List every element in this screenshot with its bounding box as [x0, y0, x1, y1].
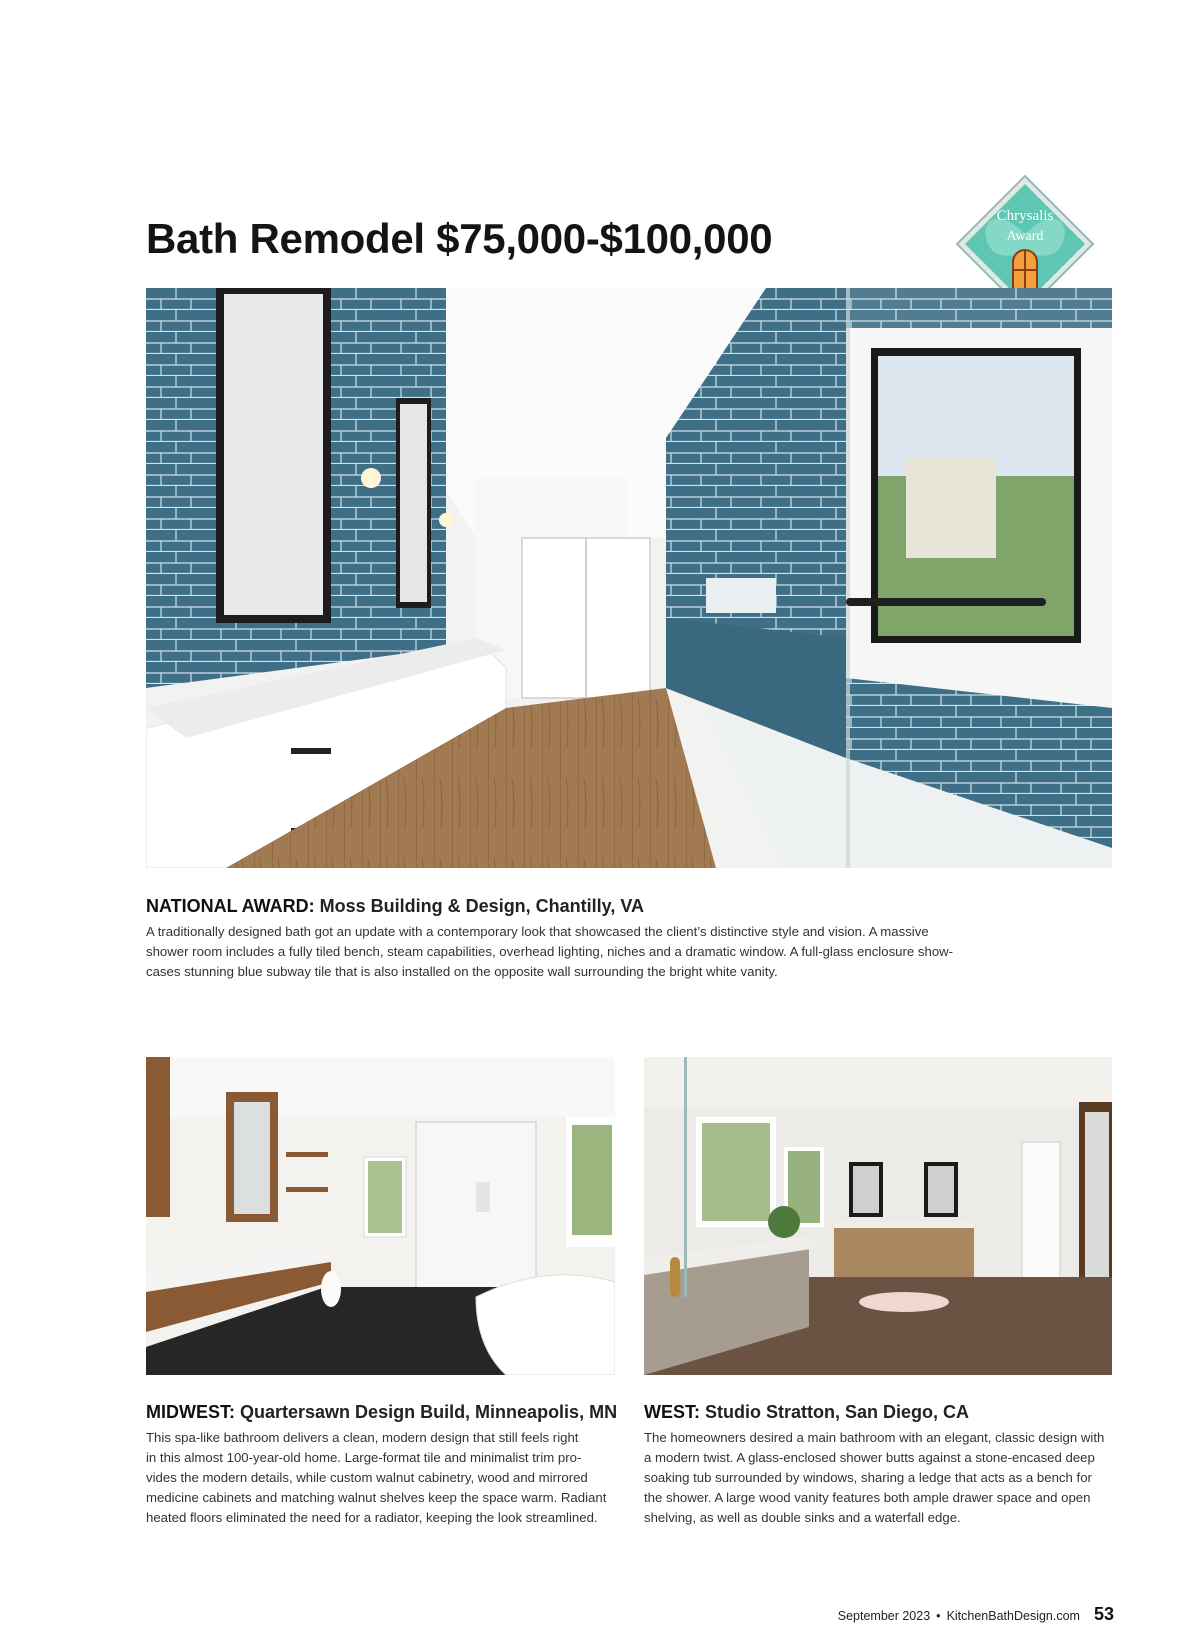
footer-separator: •: [936, 1609, 941, 1623]
midwest-bathroom-photo: [146, 1057, 615, 1375]
text-line: shower room includes a fully tiled bench, steam capabilities, overhead lighting, niches and a dramatic window. A full-glass enclosure show-: [146, 944, 954, 959]
text-line: the shower. A large wood vanity features both ample drawer space and open: [644, 1490, 1091, 1505]
badge-line2: Award: [1006, 229, 1044, 244]
page-title: Bath Remodel $75,000-$100,000: [146, 215, 773, 262]
page-footer: [838, 1604, 1114, 1625]
text-line: vides the modern details, while custom walnut cabinetry, wood and mirrored: [146, 1470, 588, 1485]
midwest-firm: Quartersawn Design Build, Minneapolis, MN: [240, 1402, 618, 1422]
west-region: WEST:: [644, 1402, 700, 1422]
west-heading: [644, 1402, 969, 1424]
midwest-heading: [146, 1402, 617, 1424]
text-line: This spa-like bathroom delivers a clean, modern design that still feels right: [146, 1430, 579, 1445]
text-line: a modern twist. A glass-enclosed shower butts against a stone-encased deep: [644, 1450, 1095, 1465]
text-line: shelving, as well as double sinks and a waterfall edge.: [644, 1510, 961, 1525]
midwest-description: [146, 1428, 616, 1528]
footer-date: September 2023: [837, 1609, 931, 1623]
text-line: in this almost 100-year-old home. Large-format tile and minimalist trim pro-: [146, 1450, 582, 1465]
main-bathroom-photo: [146, 288, 1112, 868]
national-firm: Moss Building & Design, Chantilly, VA: [319, 896, 645, 916]
west-bathroom-photo: [644, 1057, 1112, 1375]
national-award-heading: [146, 896, 644, 918]
text-line: medicine cabinets and matching walnut shelves keep the space warm. Radiant: [146, 1490, 607, 1505]
national-description: [146, 922, 976, 982]
text-line: soaking tub surrounded by windows, sharing a ledge that acts as a bench for: [644, 1470, 1092, 1485]
text-line: A traditionally designed bath got an update with a contemporary look that showcased the client’s distinctive style and vision. A massive: [146, 924, 929, 939]
national-region: NATIONAL AWARD:: [146, 896, 315, 916]
footer-site: KitchenBathDesign.com: [946, 1609, 1080, 1623]
text-line: cases stunning blue subway tile that is also installed on the opposite wall surrounding the bright white vanity.: [146, 964, 778, 979]
west-description: [644, 1428, 1114, 1528]
midwest-region: MIDWEST:: [146, 1402, 235, 1422]
page-number: 53: [1093, 1604, 1114, 1624]
west-firm: Studio Stratton, San Diego, CA: [705, 1402, 970, 1422]
badge-line1: Chrysalis: [996, 208, 1054, 224]
text-line: heated floors eliminated the need for a radiator, keeping the look streamlined.: [146, 1510, 598, 1525]
text-line: The homeowners desired a main bathroom with an elegant, classic design with: [644, 1430, 1105, 1445]
